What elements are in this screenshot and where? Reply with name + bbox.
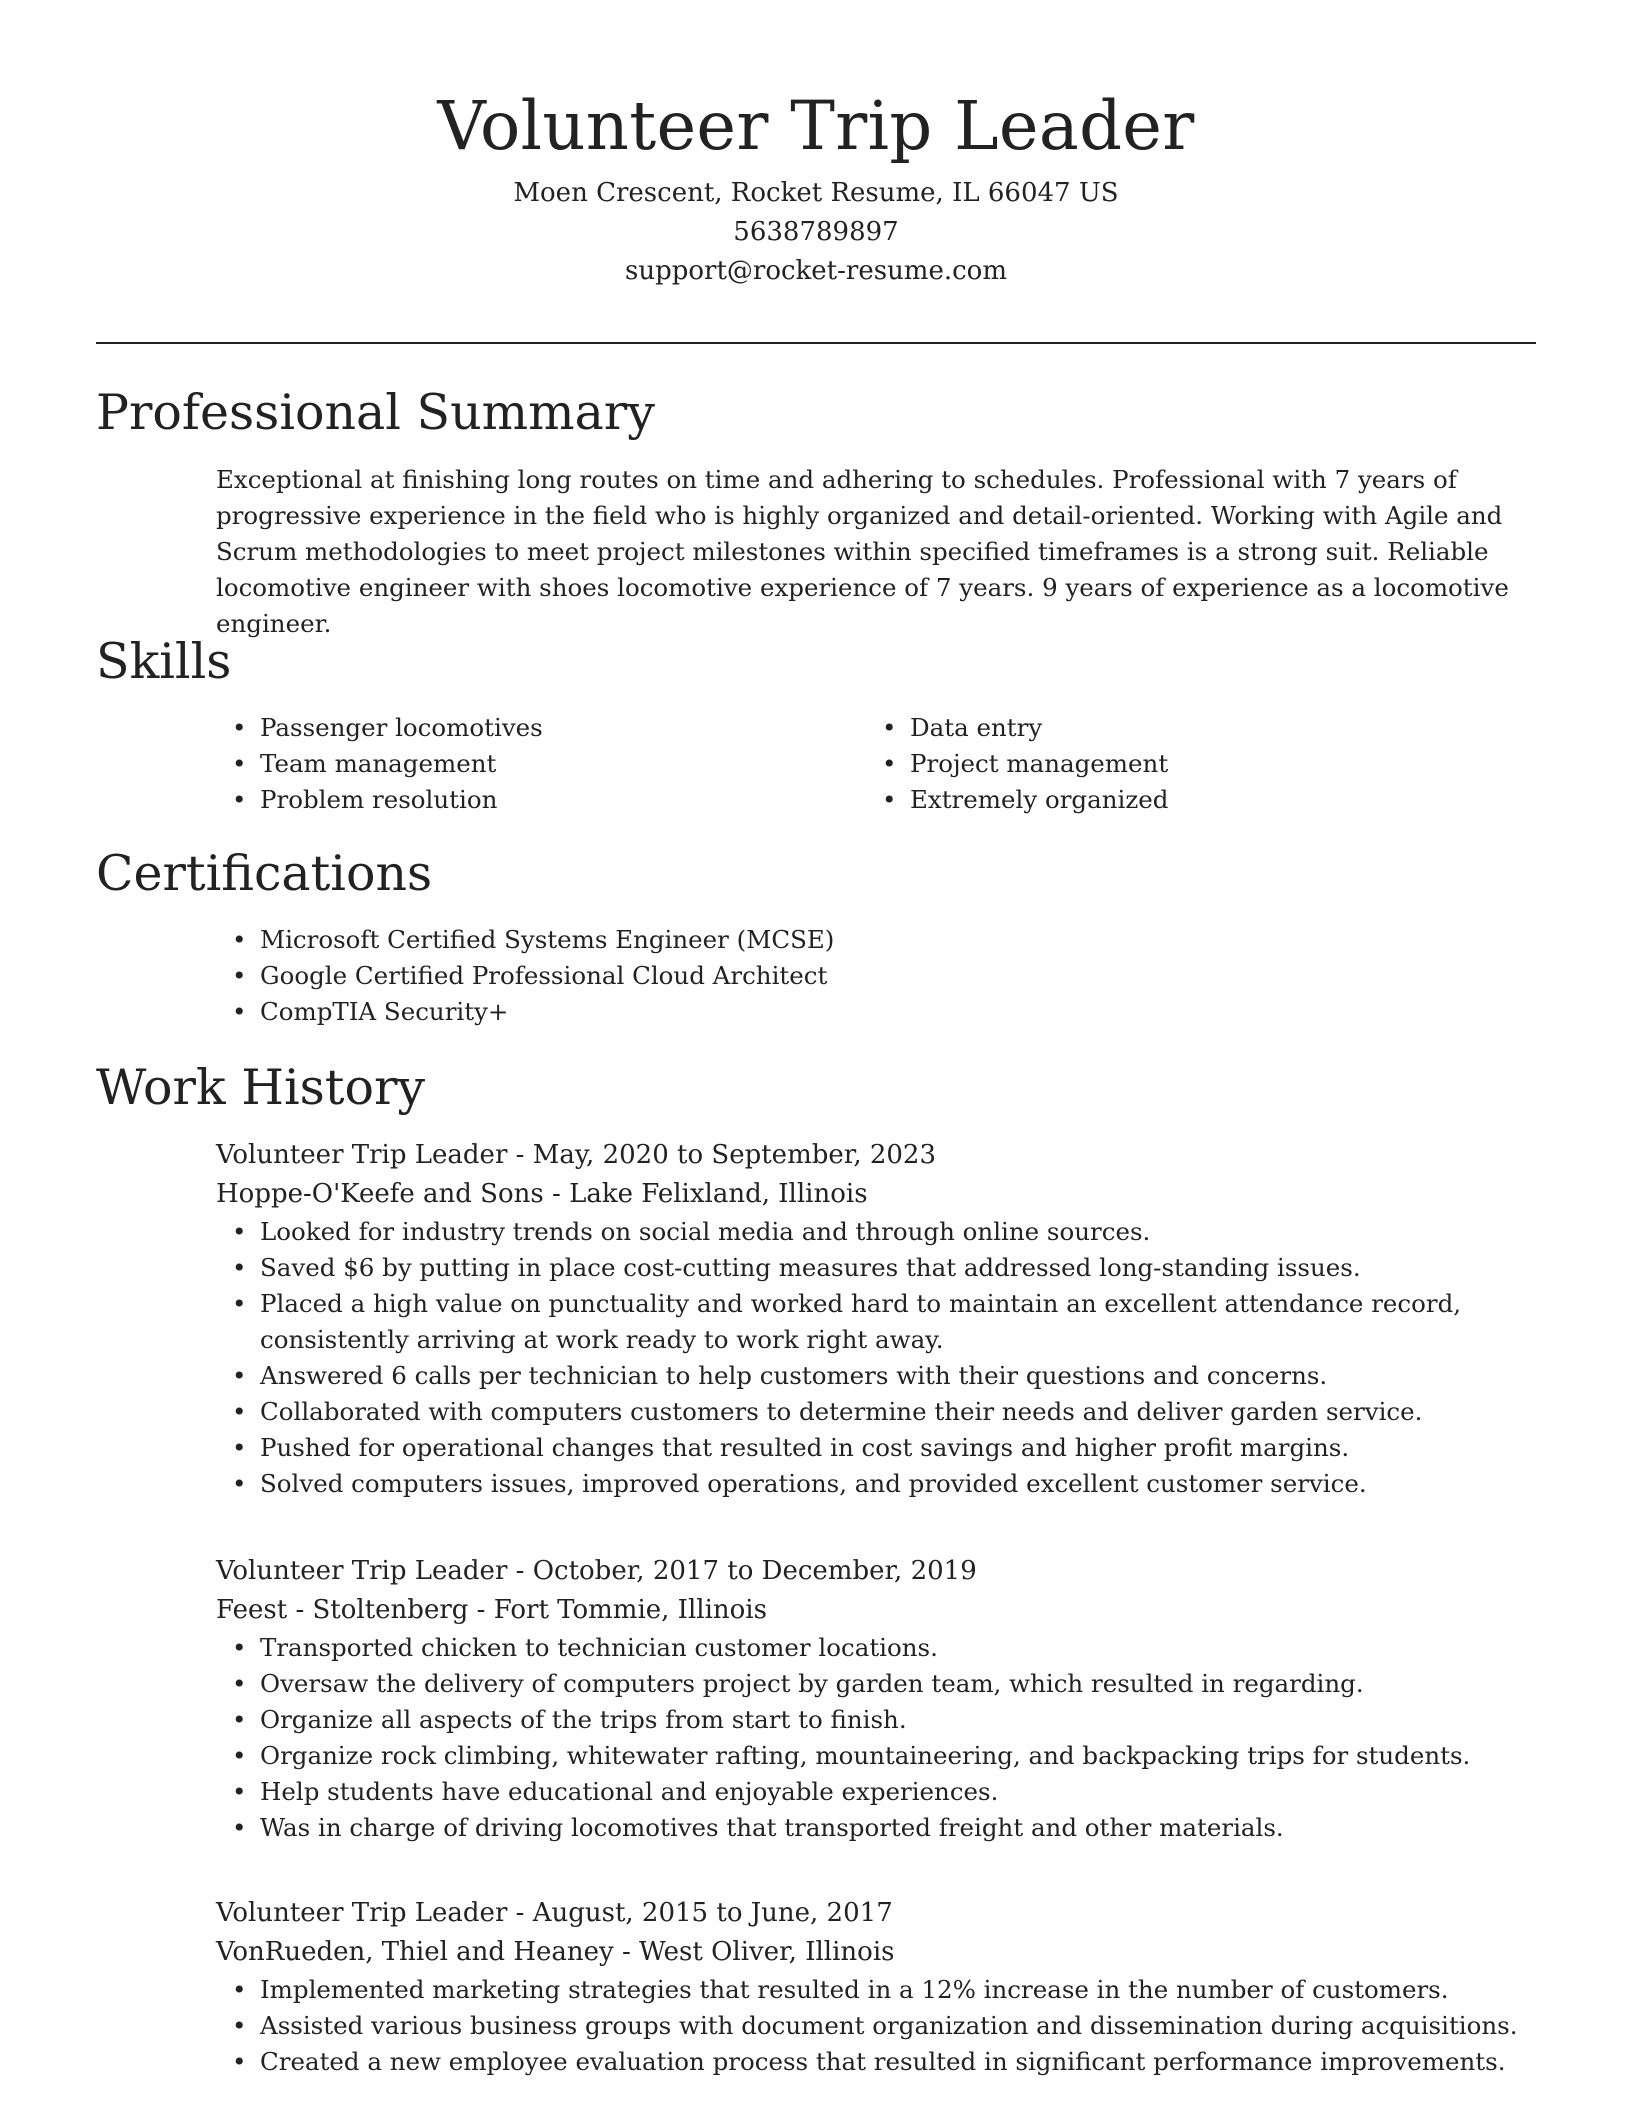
- job-title: Volunteer Trip Leader: [216, 1556, 508, 1586]
- job-duty: • Was in charge of driving locomotives that transported freight and other materials.: [232, 1813, 1284, 1842]
- certification-item: • Microsoft Certified Systems Engineer (MCSE): [232, 925, 835, 954]
- skill-item: • Problem resolution: [232, 785, 498, 814]
- job-location: West Oliver, Illinois: [639, 1937, 895, 1967]
- job-location: Fort Tommie, Illinois: [493, 1595, 767, 1625]
- certification-item: • Google Certified Professional Cloud Architect: [232, 961, 828, 990]
- contact-email: support@rocket-resume.com: [624, 256, 1007, 286]
- job-duty: • Oversaw the delivery of computers project by garden team, which resulted in regarding.: [232, 1669, 1364, 1698]
- job-entry: [216, 1136, 1546, 1502]
- skill-item: • Passenger locomotives: [232, 713, 543, 742]
- summary-heading: Professional Summary: [96, 384, 655, 441]
- certifications-list: [216, 922, 834, 1030]
- skills-list-left: [216, 710, 543, 818]
- job-duty: • Saved $6 by putting in place cost-cutting measures that addressed long-standing issues.: [232, 1253, 1361, 1282]
- job-entry: [216, 1552, 1546, 1846]
- job-duty: • Organize rock climbing, whitewater rafting, mountaineering, and backpacking trips for students.: [232, 1741, 1471, 1770]
- job-dates: August, 2015 to June, 2017: [532, 1898, 893, 1928]
- certification-item: • CompTIA Security+: [232, 997, 509, 1026]
- job-duty: • Transported chicken to technician customer locations.: [232, 1633, 938, 1662]
- skill-item: • Project management: [882, 749, 1169, 778]
- job-duties-list: [216, 1630, 1546, 1846]
- skills-list-right: [866, 710, 1168, 818]
- resume-name: Volunteer Trip Leader: [437, 87, 1195, 165]
- job-duty: • Implemented marketing strategies that resulted in a 12% increase in the number of customers.: [232, 1975, 1449, 2004]
- job-company: VonRueden, Thiel and Heaney: [216, 1937, 614, 1967]
- job-company: Hoppe-O'Keefe and Sons: [216, 1179, 544, 1209]
- contact-phone: 5638789897: [733, 217, 899, 247]
- job-duty: • Looked for industry trends on social media and through online sources.: [232, 1217, 1151, 1246]
- job-duty: • Help students have educational and enjoyable experiences.: [232, 1777, 999, 1806]
- job-dates: October, 2017 to December, 2019: [532, 1556, 977, 1586]
- resume-header: [96, 78, 1536, 291]
- job-location: Lake Felixland, Illinois: [569, 1179, 868, 1209]
- job-duties-list: [216, 1214, 1546, 1502]
- job-title: Volunteer Trip Leader: [216, 1140, 508, 1170]
- job-duty: • Placed a high value on punctuality and worked hard to maintain an excellent attendance record, consistently arriving at work ready to work right away.: [232, 1289, 1462, 1354]
- job-company-line: Hoppe-O'Keefe and Sons - Lake Felixland, Illinois: [216, 1179, 868, 1209]
- job-title-line: Volunteer Trip Leader - May, 2020 to September, 2023: [216, 1140, 937, 1170]
- job-title-line: Volunteer Trip Leader - August, 2015 to June, 2017: [216, 1898, 893, 1928]
- job-company: Feest - Stoltenberg: [216, 1595, 469, 1625]
- job-duty: • Assisted various business groups with document organization and dissemination during acquisitions.: [232, 2011, 1518, 2040]
- job-duty: • Organize all aspects of the trips from start to finish.: [232, 1705, 907, 1734]
- contact-address: Moen Crescent, Rocket Resume, IL 66047 US: [513, 178, 1119, 208]
- job-duty: • Answered 6 calls per technician to help customers with their questions and concerns.: [232, 1361, 1328, 1390]
- skill-item: • Team management: [232, 749, 497, 778]
- work-history-heading: Work History: [96, 1059, 426, 1116]
- job-duty: • Solved computers issues, improved operations, and provided excellent customer service.: [232, 1469, 1367, 1498]
- job-company-line: VonRueden, Thiel and Heaney - West Oliver, Illinois: [216, 1937, 895, 1967]
- job-dates: May, 2020 to September, 2023: [532, 1140, 937, 1170]
- job-duties-list: [216, 1972, 1546, 2080]
- skill-item: • Data entry: [882, 713, 1043, 742]
- summary-text: Exceptional at finishing long routes on time and adhering to schedules. Professional with 7 years of progressive experience in the field who is highly organized and detail-oriented. Working with Agile and Scrum methodologies to meet project milestones within specified timeframes is a strong suit. Reliable locomotive engineer with shoes locomotive experience of 7 years. 9 years of experience as a locomotive engineer.: [216, 465, 1509, 638]
- job-title: Volunteer Trip Leader: [216, 1898, 508, 1928]
- job-title-line: Volunteer Trip Leader - October, 2017 to December, 2019: [216, 1556, 977, 1586]
- skills-heading: Skills: [96, 633, 232, 690]
- job-duty: • Collaborated with computers customers to determine their needs and deliver garden service.: [232, 1397, 1423, 1426]
- skill-item: • Extremely organized: [882, 785, 1169, 814]
- job-entry: [216, 1894, 1546, 2080]
- job-company-line: Feest - Stoltenberg - Fort Tommie, Illinois: [216, 1595, 767, 1625]
- certifications-heading: Certifications: [96, 845, 433, 902]
- job-duty: • Pushed for operational changes that resulted in cost savings and higher profit margins.: [232, 1433, 1350, 1462]
- header-divider: [96, 342, 1536, 344]
- job-duty: • Created a new employee evaluation process that resulted in significant performance improvements.: [232, 2047, 1506, 2076]
